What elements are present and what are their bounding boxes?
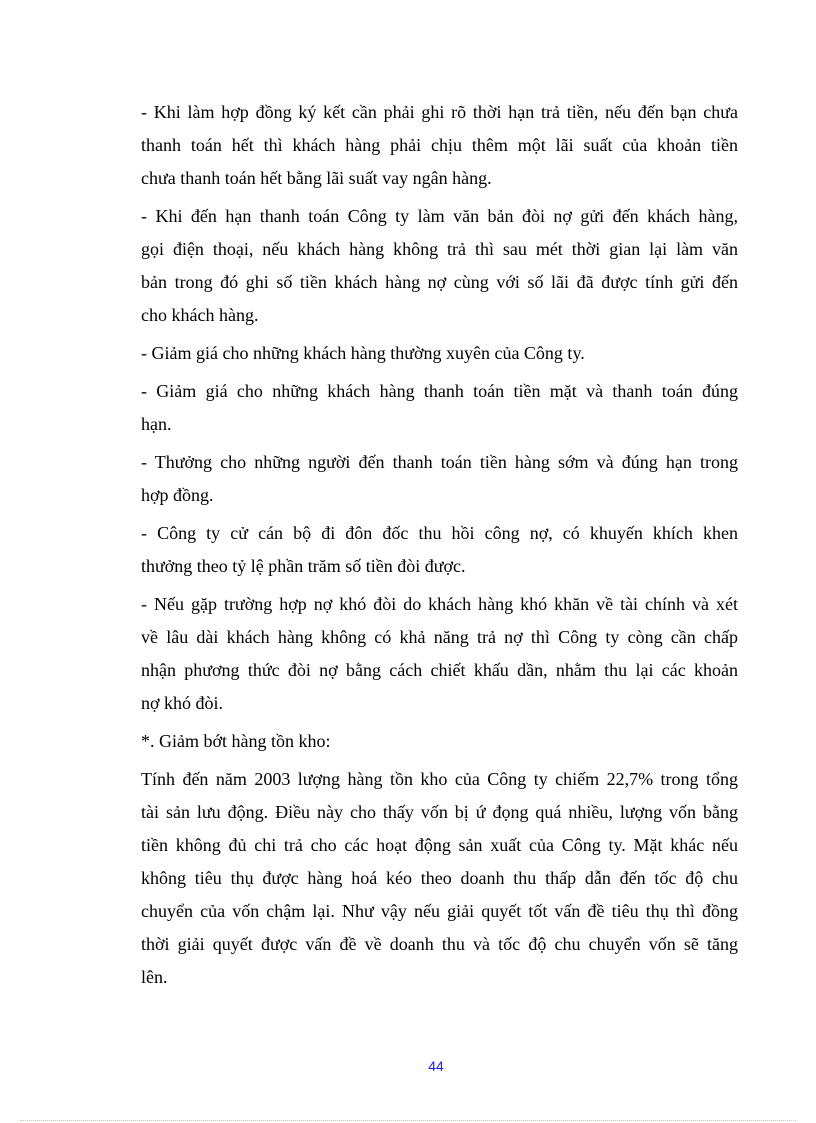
text-line: chưa thanh toán hết bằng lãi suất vay ngân hàng. [141, 168, 492, 188]
text-line: - Thưởng cho những người đến thanh toán tiền hàng sớm và đúng hạn trong [141, 452, 738, 472]
text-line: thanh toán hết thì khách hàng phải chịu thêm một lãi suất của khoản tiền [141, 135, 738, 155]
paragraph [141, 446, 738, 512]
text-line: - Giảm giá cho những khách hàng thường xuyên của Công ty. [141, 343, 585, 363]
text-line: thời giải quyết được vấn đề về doanh thu và tốc độ chu chuyển vốn sẽ tăng [141, 934, 738, 954]
document-body [141, 96, 738, 999]
text-line: - Khi làm hợp đồng ký kết cần phải ghi rõ thời hạn trả tiền, nếu đến bạn chưa [141, 102, 738, 122]
text-line: cho khách hàng. [141, 305, 259, 325]
text-line: hợp đồng. [141, 485, 214, 505]
page-number: 44 [428, 1058, 444, 1074]
text-line: nợ khó đòi. [141, 693, 224, 713]
text-line: lên. [141, 967, 168, 987]
text-line: tài sản lưu động. Điều này cho thấy vốn bị ứ đọng quá nhiều, lượng vốn bằng [141, 802, 738, 822]
text-line: nhận phương thức đòi nợ bằng cách chiết khấu dần, nhằm thu lại các khoản [141, 660, 738, 680]
text-line: Tính đến năm 2003 lượng hàng tồn kho của Công ty chiếm 22,7% trong tổng [141, 769, 738, 789]
paragraph [141, 200, 738, 332]
paragraph [141, 96, 738, 195]
text-line: chuyển của vốn chậm lại. Như vậy nếu giải quyết tốt vấn đề tiêu thụ thì đồng [141, 901, 738, 921]
text-line: thưởng theo tỷ lệ phần trăm số tiền đòi được. [141, 556, 466, 576]
text-line: hạn. [141, 414, 172, 434]
paragraph [141, 337, 738, 370]
text-line: - Nếu gặp trường hợp nợ khó đòi do khách hàng khó khăn về tài chính và xét [141, 594, 738, 614]
text-line: *. Giảm bớt hàng tồn kho: [141, 731, 331, 751]
text-line: - Khi đến hạn thanh toán Công ty làm văn bản đòi nợ gửi đến khách hàng, [141, 206, 738, 226]
text-line: về lâu dài khách hàng không có khả năng trả nợ thì Công ty còng cần chấp [141, 627, 738, 647]
paragraph [141, 375, 738, 441]
paragraph [141, 588, 738, 720]
page-footer-divider [20, 1120, 796, 1121]
paragraph [141, 517, 738, 583]
paragraph [141, 763, 738, 994]
text-line: gọi điện thoại, nếu khách hàng không trả thì sau mét thời gian lại làm văn [141, 239, 738, 259]
text-line: - Giảm giá cho những khách hàng thanh toán tiền mặt và thanh toán đúng [141, 381, 738, 401]
text-line: - Công ty cử cán bộ đi đôn đốc thu hồi công nợ, có khuyến khích khen [141, 523, 738, 543]
text-line: bản trong đó ghi số tiền khách hàng nợ cùng với số lãi đã được tính gửi đến [141, 272, 738, 292]
text-line: tiền không đủ chi trả cho các hoạt động sản xuất của Công ty. Mặt khác nếu [141, 835, 738, 855]
paragraph [141, 725, 738, 758]
text-line: không tiêu thụ được hàng hoá kéo theo doanh thu thấp dẫn đến tốc độ chu [141, 868, 738, 888]
